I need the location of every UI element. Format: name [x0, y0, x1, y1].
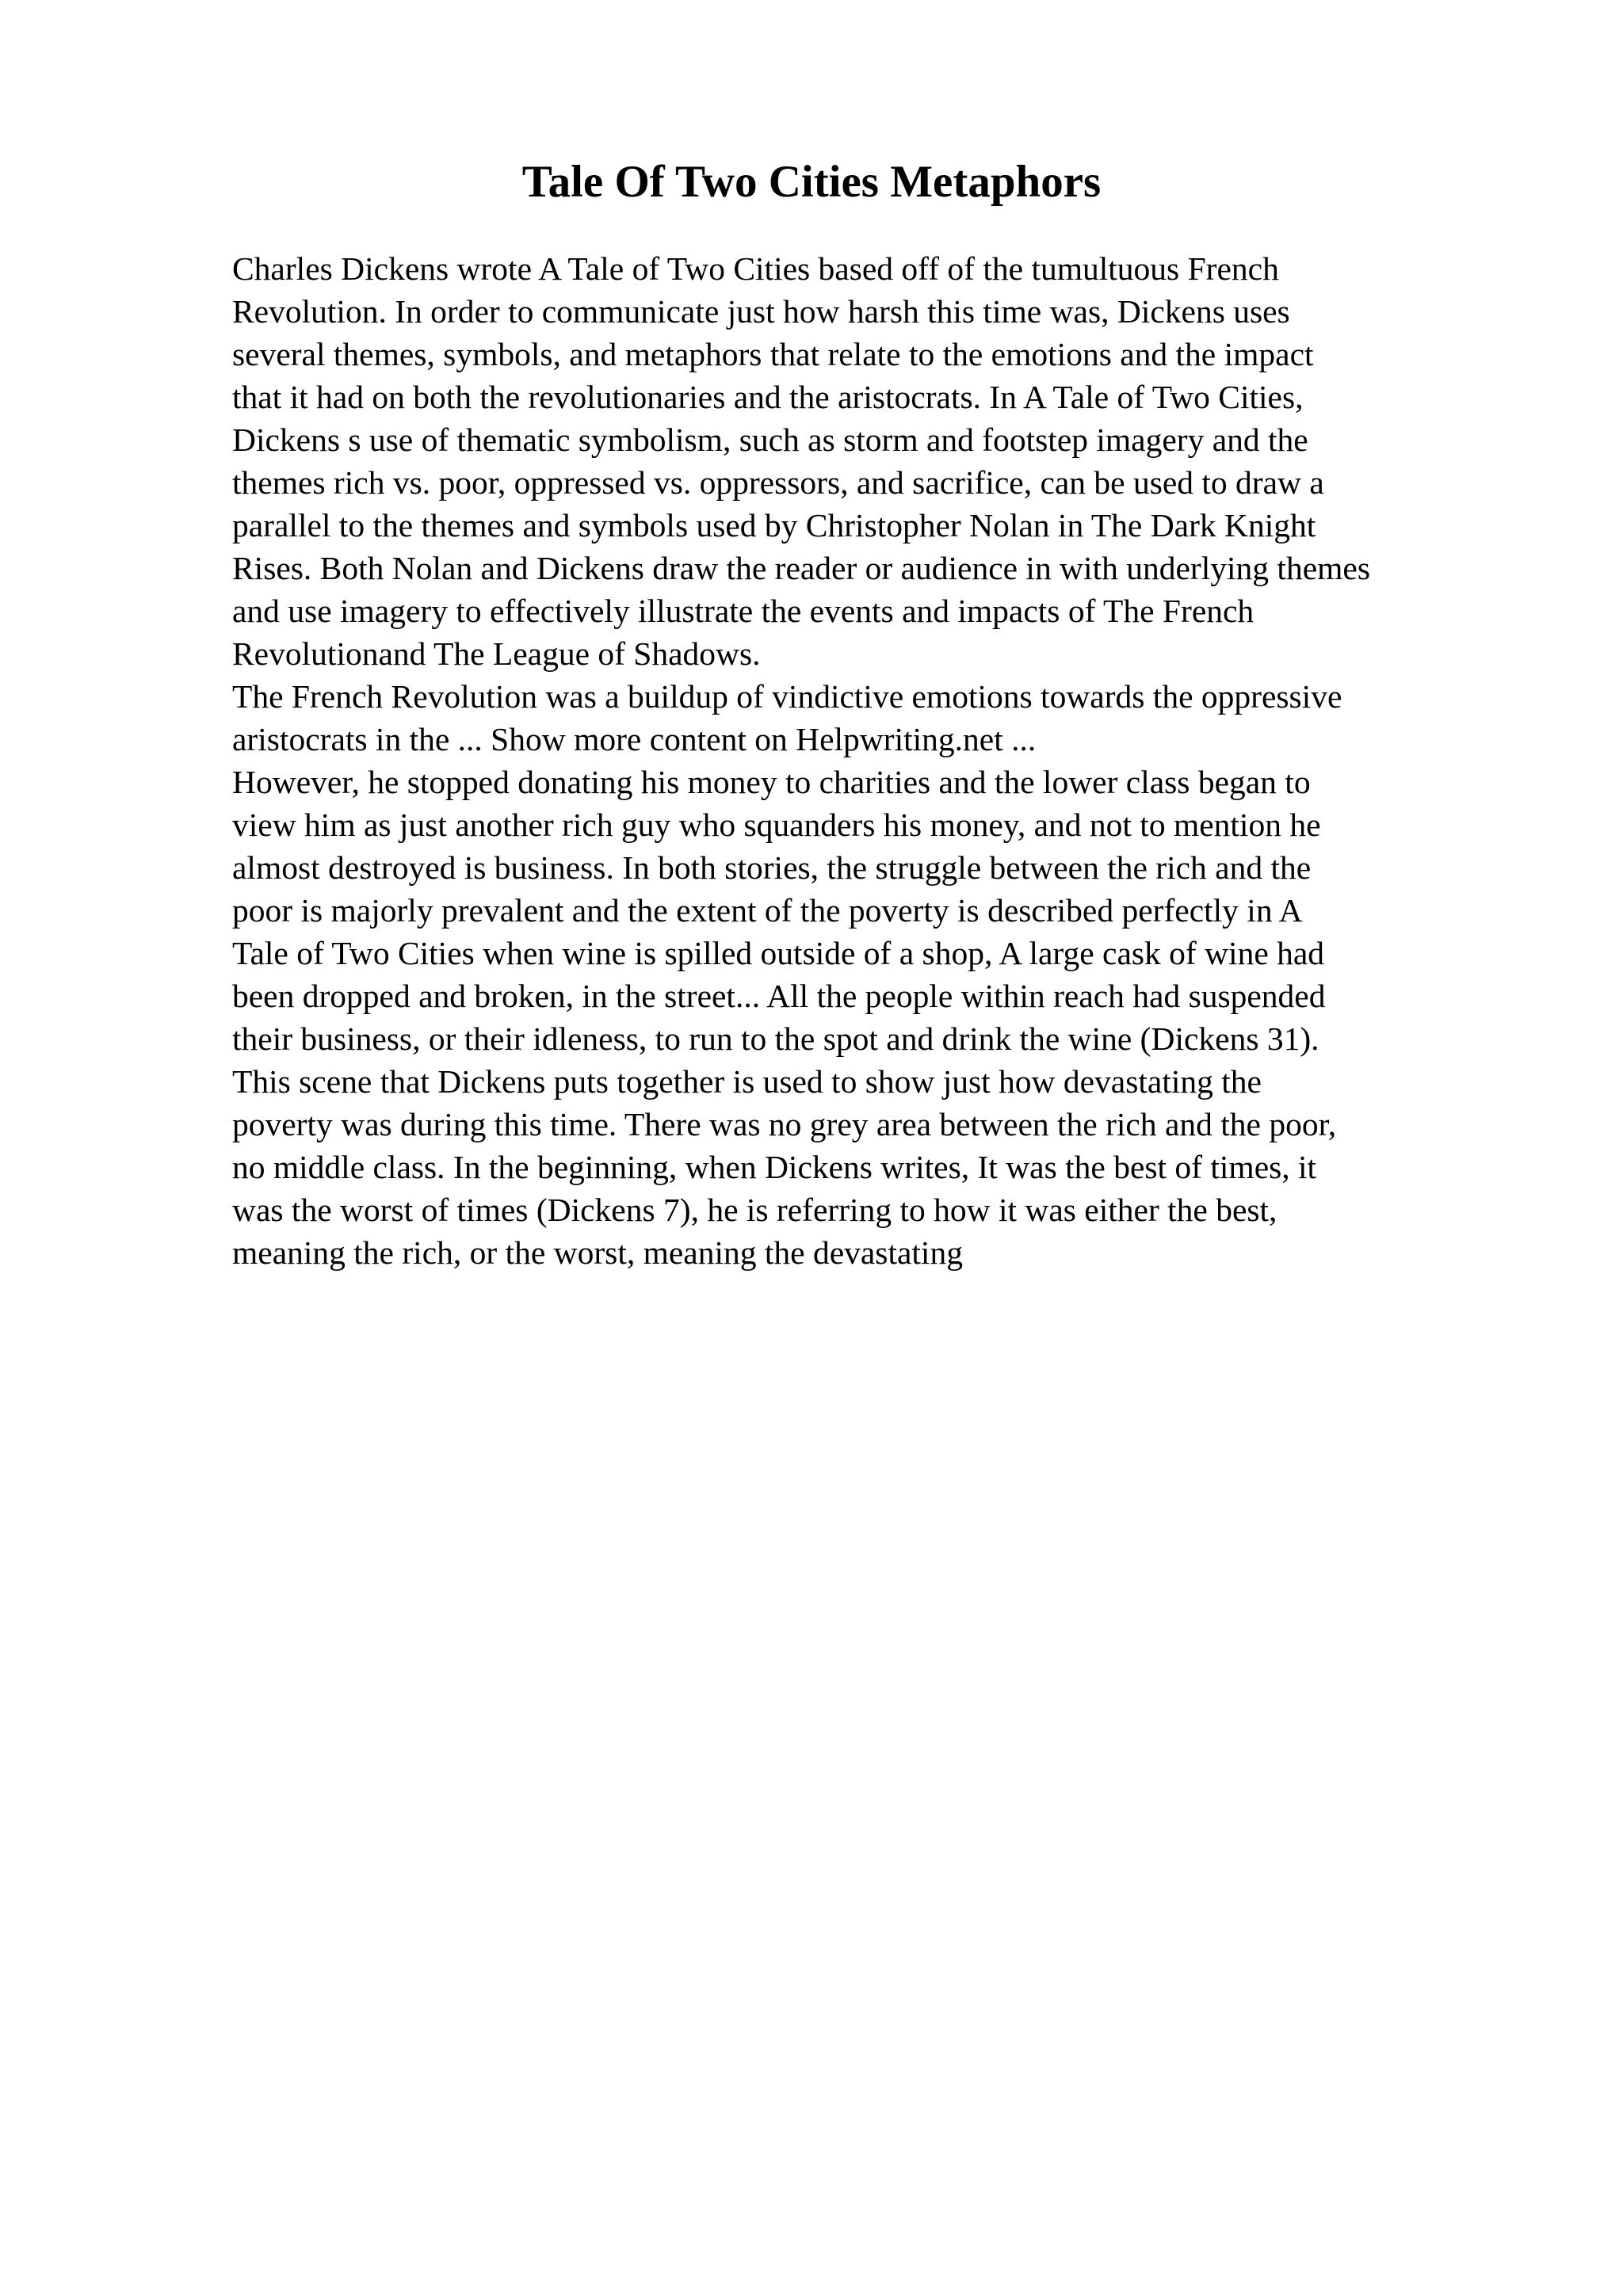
body-line: themes rich vs. poor, oppressed vs. oppressors, and sacrifice, can be used to draw a — [232, 464, 1324, 501]
body-line: and use imagery to effectively illustrate the events and impacts of The French — [232, 593, 1254, 629]
body-line: Rises. Both Nolan and Dickens draw the reader or audience in with underlying themes — [232, 550, 1370, 586]
body-line: Revolution. In order to communicate just how harsh this time was, Dickens uses — [232, 293, 1290, 330]
body-line: been dropped and broken, in the street... All the people within reach had suspended — [232, 978, 1326, 1014]
body-line: no middle class. In the beginning, when Dickens writes, It was the best of times, it — [232, 1149, 1317, 1185]
body-line: Tale of Two Cities when wine is spilled outside of a shop, A large cask of wine had — [232, 935, 1325, 971]
body-line: Revolutionand The League of Shadows. — [232, 635, 761, 672]
body-line: meaning the rich, or the worst, meaning the devastating — [232, 1234, 963, 1271]
body-line: almost destroyed is business. In both stories, the struggle between the rich and the — [232, 849, 1312, 886]
body-line: The French Revolution was a buildup of vindictive emotions towards the oppressive — [232, 678, 1342, 715]
body-line: several themes, symbols, and metaphors that relate to the emotions and the impact — [232, 336, 1314, 372]
body-line: poverty was during this time. There was no grey area between the rich and the poor, — [232, 1106, 1337, 1142]
body-line: Dickens s use of thematic symbolism, such as storm and footstep imagery and the — [232, 421, 1308, 458]
body-line: aristocrats in the ... Show more content on Helpwriting.net ... — [232, 721, 1037, 757]
body-line: that it had on both the revolutionaries and the aristocrats. In A Tale of Two Cities, — [232, 379, 1304, 415]
body-line: their business, or their idleness, to run to the spot and drink the wine (Dickens 31). — [232, 1020, 1319, 1057]
body-line: parallel to the themes and symbols used by Christopher Nolan in The Dark Knight — [232, 507, 1316, 543]
document-title: Tale Of Two Cities Metaphors — [521, 157, 1102, 207]
body-line: was the worst of times (Dickens 7), he is referring to how it was either the best, — [232, 1192, 1277, 1228]
body-line: However, he stopped donating his money to charities and the lower class began to — [232, 764, 1311, 800]
body-line: view him as just another rich guy who squanders his money, and not to mention he — [232, 807, 1321, 843]
body-line: This scene that Dickens puts together is used to show just how devastating the — [232, 1063, 1262, 1100]
body-line: poor is majorly prevalent and the extent of the poverty is described perfectly in A — [232, 892, 1303, 929]
body-line: Charles Dickens wrote A Tale of Two Cities based off of the tumultuous French — [232, 250, 1279, 287]
document-body — [232, 247, 1595, 1274]
